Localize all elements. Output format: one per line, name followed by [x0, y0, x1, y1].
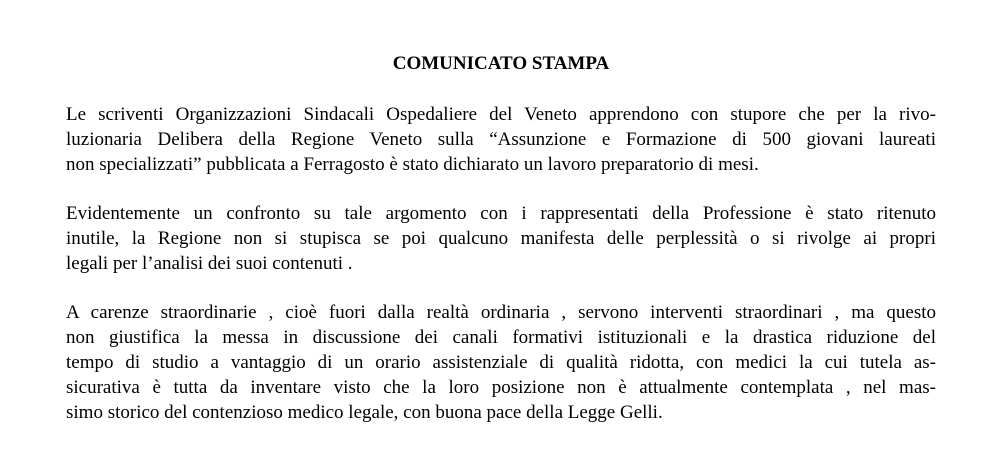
document-title: COMUNICATO STAMPA — [392, 53, 610, 74]
paragraph-line: simo storico del contenzioso medico legale, con buona pace della Legge Gelli. — [66, 402, 663, 423]
document-page — [66, 52, 936, 449]
paragraph-line: Evidentemente un confronto su tale argomento con i rappresentati della Professione è stato ritenuto — [66, 203, 936, 224]
paragraph-line: inutile, la Regione non si stupisca se poi qualcuno manifesta delle perplessità o si rivolge ai propri — [66, 228, 936, 249]
paragraph-line: tempo di studio a vantaggio di un orario assistenziale di qualità ridotta, con medici la cui tutela as- — [66, 352, 936, 373]
paragraph-line: A carenze straordinarie , cioè fuori dalla realtà ordinaria , servono interventi straordinari , ma questo — [66, 302, 936, 323]
paragraph-line: non specializzati” pubblicata a Ferragosto è stato dichiarato un lavoro preparatorio di mesi. — [66, 154, 759, 175]
paragraph-1 — [66, 102, 936, 177]
paragraph-2 — [66, 201, 936, 276]
paragraph-line: legali per l’analisi dei suoi contenuti . — [66, 253, 353, 274]
paragraph-line: luzionaria Delibera della Regione Veneto sulla “Assunzione e Formazione di 500 giovani laureati — [66, 129, 936, 150]
paragraph-line: non giustifica la messa in discussione dei canali formativi istituzionali e la drastica riduzione del — [66, 327, 936, 348]
paragraph-line: sicurativa è tutta da inventare visto che la loro posizione non è attualmente contemplata , nel mas- — [66, 377, 936, 398]
paragraph-3 — [66, 300, 936, 425]
paragraph-line: Le scriventi Organizzazioni Sindacali Ospedaliere del Veneto apprendono con stupore che per la rivo- — [66, 104, 936, 125]
